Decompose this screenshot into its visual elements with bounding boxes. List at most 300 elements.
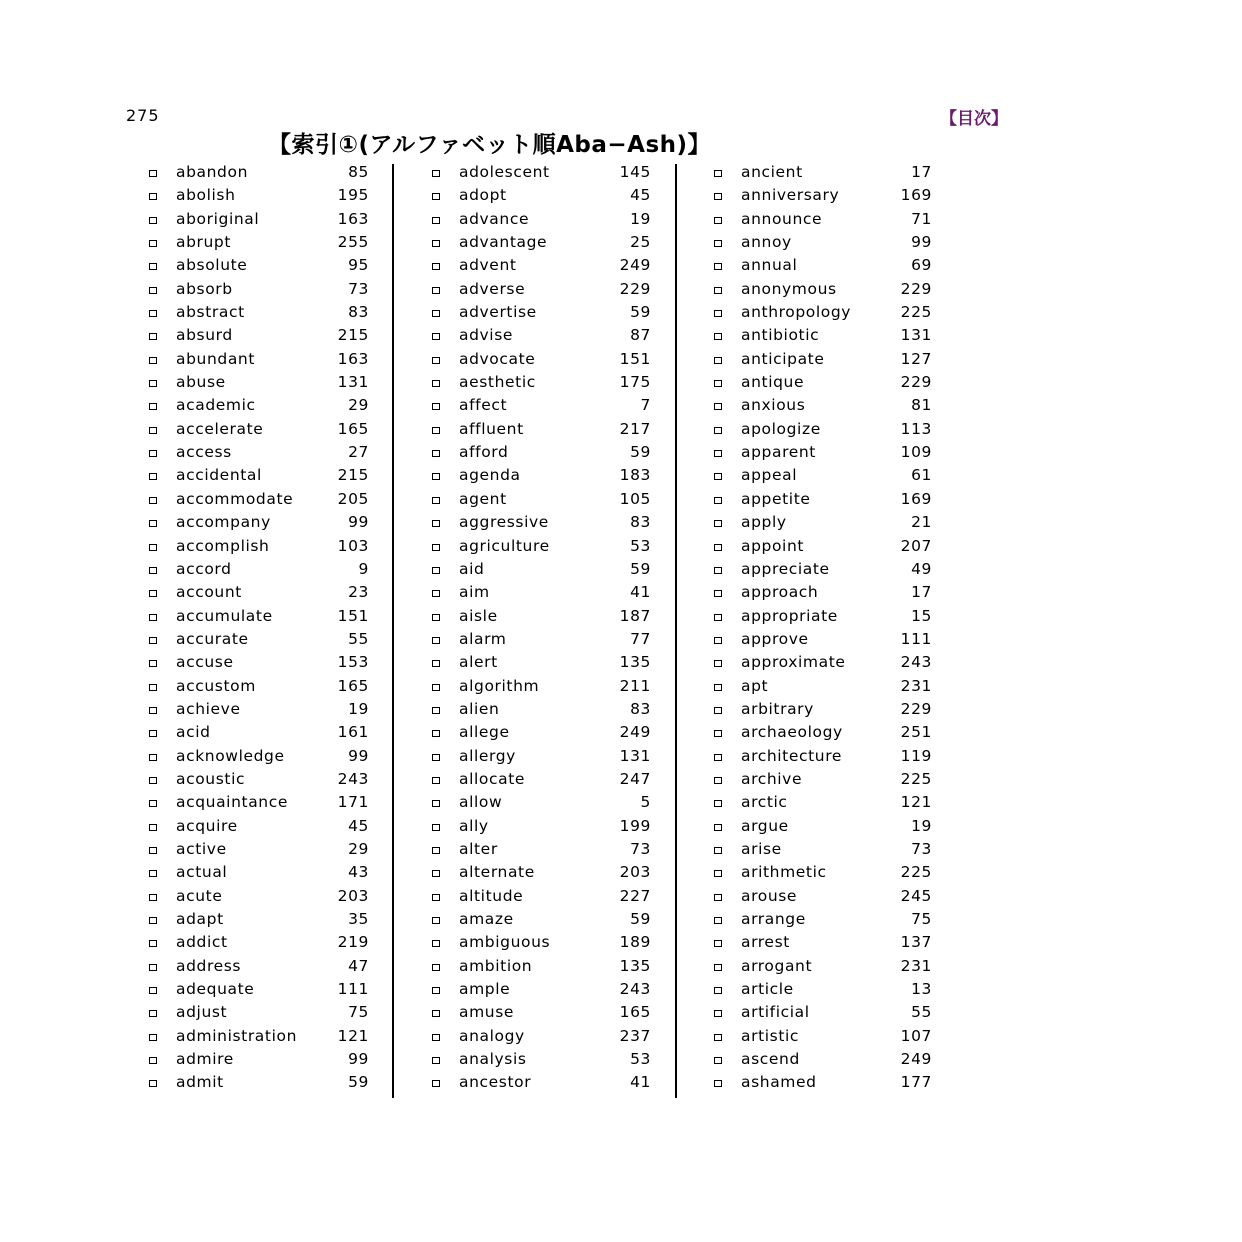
index-word: address: [176, 956, 242, 975]
checkbox-icon[interactable]: [714, 847, 722, 854]
checkbox-icon[interactable]: [149, 917, 157, 924]
index-column-3: [714, 161, 932, 1095]
checkbox-icon[interactable]: [149, 1010, 157, 1017]
checkbox-icon[interactable]: [149, 240, 157, 247]
index-page-number: 207: [900, 536, 932, 555]
index-entry: [432, 1048, 651, 1071]
checkbox-icon[interactable]: [149, 333, 157, 340]
checkbox-icon[interactable]: [149, 800, 157, 807]
checkbox-icon[interactable]: [149, 217, 157, 224]
index-page-number: 229: [619, 279, 651, 298]
index-page-number: 137: [900, 933, 932, 952]
index-page-number: 229: [900, 699, 932, 718]
index-word: annoy: [741, 233, 792, 252]
checkbox-icon[interactable]: [149, 544, 157, 551]
checkbox-icon[interactable]: [432, 847, 440, 854]
index-entry: [714, 254, 932, 277]
index-entry: [714, 161, 932, 184]
checkbox-icon[interactable]: [149, 263, 157, 270]
index-page-number: 59: [630, 910, 651, 928]
checkbox-icon[interactable]: [149, 590, 157, 597]
index-page-number: 151: [619, 349, 651, 368]
index-entry: [714, 184, 932, 207]
index-page-number: 121: [337, 1026, 369, 1045]
checkbox-icon[interactable]: [432, 917, 440, 924]
index-entry: [432, 628, 651, 651]
index-entry: [432, 885, 651, 908]
index-word: absurd: [176, 326, 233, 345]
index-page-number: 113: [900, 419, 932, 438]
index-page-number: 203: [619, 863, 651, 882]
checkbox-icon[interactable]: [432, 497, 440, 504]
checkbox-icon[interactable]: [432, 730, 440, 737]
checkbox-icon[interactable]: [149, 287, 157, 294]
checkbox-icon[interactable]: [432, 894, 440, 901]
index-word: accelerate: [176, 419, 264, 438]
index-word: affluent: [459, 419, 524, 438]
index-page-number: 45: [348, 816, 369, 835]
checkbox-icon[interactable]: [714, 287, 722, 294]
checkbox-icon[interactable]: [149, 614, 157, 621]
index-word: arrogant: [741, 956, 813, 975]
index-page-number: 215: [337, 326, 369, 345]
index-page-number: 109: [900, 443, 932, 462]
checkbox-icon[interactable]: [714, 917, 722, 924]
checkbox-icon[interactable]: [432, 357, 440, 364]
checkbox-icon[interactable]: [432, 1080, 440, 1087]
index-page-number: 55: [911, 1003, 932, 1022]
index-word: acquaintance: [176, 793, 288, 812]
index-word: apt: [741, 676, 769, 695]
checkbox-icon[interactable]: [432, 987, 440, 994]
index-entry: [432, 605, 651, 628]
index-page-number: 175: [619, 373, 651, 392]
index-page-number: 135: [619, 653, 651, 672]
index-page-number: 45: [630, 186, 651, 205]
checkbox-icon[interactable]: [714, 824, 722, 831]
index-page-number: 231: [900, 676, 932, 695]
index-word: ancient: [741, 163, 803, 181]
checkbox-icon[interactable]: [714, 754, 722, 761]
checkbox-icon[interactable]: [714, 310, 722, 317]
index-entry: [432, 488, 651, 511]
index-word: advertise: [459, 303, 537, 322]
checkbox-icon[interactable]: [432, 450, 440, 457]
index-entry: [714, 1001, 932, 1024]
index-page-number: 229: [900, 373, 932, 392]
index-entry: [714, 931, 932, 954]
index-entry: [149, 698, 369, 721]
index-entry: [149, 371, 369, 394]
index-word: apply: [741, 513, 787, 532]
checkbox-icon[interactable]: [714, 263, 722, 270]
index-page-number: 55: [348, 629, 369, 648]
checkbox-icon[interactable]: [432, 263, 440, 270]
checkbox-icon[interactable]: [714, 380, 722, 387]
checkbox-icon[interactable]: [149, 824, 157, 831]
index-page-number: 25: [630, 233, 651, 252]
checkbox-icon[interactable]: [432, 240, 440, 247]
index-page-number: 17: [911, 583, 932, 602]
index-word: adequate: [176, 980, 255, 999]
index-page-number: 161: [337, 723, 369, 742]
checkbox-icon[interactable]: [149, 1080, 157, 1087]
index-entry: [714, 861, 932, 884]
index-word: appeal: [741, 466, 798, 485]
index-entry: [714, 721, 932, 744]
index-page-number: 17: [911, 163, 932, 181]
index-word: abrupt: [176, 233, 232, 252]
index-word: arise: [741, 839, 782, 858]
index-page-number: 225: [900, 769, 932, 788]
checkbox-icon[interactable]: [432, 1010, 440, 1017]
checkbox-icon[interactable]: [432, 427, 440, 434]
index-entry: [714, 511, 932, 534]
checkbox-icon[interactable]: [714, 1010, 722, 1017]
index-entry: [432, 768, 651, 791]
index-entry: [432, 1025, 651, 1048]
index-word: alter: [459, 839, 498, 858]
checkbox-icon[interactable]: [714, 473, 722, 480]
index-page-number: 111: [337, 980, 369, 999]
index-word: admit: [176, 1073, 224, 1092]
index-entry: [432, 675, 651, 698]
checkbox-icon[interactable]: [149, 567, 157, 574]
checkbox-icon[interactable]: [149, 870, 157, 877]
index-word: alert: [459, 653, 498, 672]
checkbox-icon[interactable]: [714, 940, 722, 947]
index-page-number: 5: [640, 793, 651, 812]
checkbox-icon[interactable]: [714, 567, 722, 574]
checkbox-icon[interactable]: [432, 684, 440, 691]
index-word: apparent: [741, 443, 816, 462]
index-entry: [714, 278, 932, 301]
index-page-number: 237: [619, 1026, 651, 1045]
index-page-number: 41: [630, 1073, 651, 1092]
index-entry: [714, 581, 932, 604]
checkbox-icon[interactable]: [149, 450, 157, 457]
checkbox-icon[interactable]: [149, 193, 157, 200]
checkbox-icon[interactable]: [432, 707, 440, 714]
index-page-number: 69: [911, 256, 932, 275]
checkbox-icon[interactable]: [714, 894, 722, 901]
checkbox-icon[interactable]: [149, 684, 157, 691]
index-word: archive: [741, 769, 803, 788]
checkbox-icon[interactable]: [714, 660, 722, 667]
checkbox-icon[interactable]: [149, 1034, 157, 1041]
index-entry: [714, 371, 932, 394]
checkbox-icon[interactable]: [432, 614, 440, 621]
index-page-number: 21: [911, 513, 932, 532]
checkbox-icon[interactable]: [432, 1057, 440, 1064]
checkbox-icon[interactable]: [149, 310, 157, 317]
index-word: agriculture: [459, 536, 550, 555]
index-page-number: 15: [911, 606, 932, 625]
index-page-number: 73: [911, 839, 932, 858]
index-entry: [149, 1025, 369, 1048]
index-word: ally: [459, 816, 489, 835]
index-page-number: 59: [630, 559, 651, 578]
index-entry: [149, 908, 369, 931]
checkbox-icon[interactable]: [149, 403, 157, 410]
checkbox-icon[interactable]: [149, 847, 157, 854]
checkbox-icon[interactable]: [432, 660, 440, 667]
index-page-number: 203: [337, 886, 369, 905]
checkbox-icon[interactable]: [432, 637, 440, 644]
table-of-contents-link[interactable]: 【目次】: [940, 109, 1008, 129]
checkbox-icon[interactable]: [432, 544, 440, 551]
index-entry: [714, 791, 932, 814]
checkbox-icon[interactable]: [432, 1034, 440, 1041]
index-page-number: 73: [630, 839, 651, 858]
index-word: advise: [459, 326, 514, 345]
index-entry: [149, 581, 369, 604]
index-page-number: 151: [337, 606, 369, 625]
index-entry: [149, 278, 369, 301]
checkbox-icon[interactable]: [432, 777, 440, 784]
checkbox-icon[interactable]: [714, 870, 722, 877]
checkbox-icon[interactable]: [714, 590, 722, 597]
index-word: allege: [459, 723, 510, 742]
checkbox-icon[interactable]: [432, 940, 440, 947]
checkbox-icon[interactable]: [149, 637, 157, 644]
index-word: access: [176, 443, 232, 462]
checkbox-icon[interactable]: [432, 520, 440, 527]
index-word: accord: [176, 559, 232, 578]
index-entry: [149, 745, 369, 768]
index-page-number: 145: [619, 163, 651, 181]
checkbox-icon[interactable]: [149, 987, 157, 994]
index-word: appetite: [741, 489, 811, 508]
checkbox-icon[interactable]: [714, 637, 722, 644]
checkbox-icon[interactable]: [149, 1057, 157, 1064]
checkbox-icon[interactable]: [149, 170, 157, 177]
checkbox-icon[interactable]: [432, 403, 440, 410]
index-page-number: 131: [900, 326, 932, 345]
checkbox-icon[interactable]: [714, 450, 722, 457]
index-page-number: 99: [348, 1050, 369, 1069]
checkbox-icon[interactable]: [149, 473, 157, 480]
index-entry: [432, 698, 651, 721]
index-page-number: 163: [337, 349, 369, 368]
checkbox-icon[interactable]: [149, 894, 157, 901]
index-word: article: [741, 980, 794, 999]
index-entry: [432, 861, 651, 884]
checkbox-icon[interactable]: [714, 240, 722, 247]
checkbox-icon[interactable]: [149, 497, 157, 504]
index-page-number: 219: [337, 933, 369, 952]
index-page-number: 205: [337, 489, 369, 508]
checkbox-icon[interactable]: [149, 777, 157, 784]
index-word: accurate: [176, 629, 249, 648]
index-word: advocate: [459, 349, 536, 368]
checkbox-icon[interactable]: [149, 940, 157, 947]
index-word: acid: [176, 723, 211, 742]
index-entry: [714, 535, 932, 558]
checkbox-icon[interactable]: [714, 193, 722, 200]
index-word: active: [176, 839, 227, 858]
checkbox-icon[interactable]: [432, 170, 440, 177]
checkbox-icon[interactable]: [432, 287, 440, 294]
checkbox-icon[interactable]: [432, 754, 440, 761]
checkbox-icon[interactable]: [714, 964, 722, 971]
index-word: approximate: [741, 653, 846, 672]
index-page-number: 75: [348, 1003, 369, 1022]
index-page-number: 41: [630, 583, 651, 602]
checkbox-icon[interactable]: [714, 217, 722, 224]
checkbox-icon[interactable]: [714, 684, 722, 691]
checkbox-icon[interactable]: [714, 520, 722, 527]
checkbox-icon[interactable]: [149, 730, 157, 737]
checkbox-icon[interactable]: [714, 544, 722, 551]
checkbox-icon[interactable]: [432, 310, 440, 317]
index-entry: [714, 348, 932, 371]
index-word: agenda: [459, 466, 521, 485]
index-word: artistic: [741, 1026, 800, 1045]
index-word: accuse: [176, 653, 234, 672]
index-entry: [432, 371, 651, 394]
index-entry: [149, 161, 369, 184]
index-page-number: 229: [900, 279, 932, 298]
checkbox-icon[interactable]: [432, 964, 440, 971]
index-column-1: [149, 161, 369, 1095]
index-word: appreciate: [741, 559, 830, 578]
index-word: arctic: [741, 793, 788, 812]
checkbox-icon[interactable]: [714, 1034, 722, 1041]
index-entry: [432, 815, 651, 838]
checkbox-icon[interactable]: [149, 357, 157, 364]
index-word: allocate: [459, 769, 526, 788]
index-entry: [149, 535, 369, 558]
index-page-number: 195: [337, 186, 369, 205]
checkbox-icon[interactable]: [714, 1057, 722, 1064]
index-entry: [714, 324, 932, 347]
index-page-number: 211: [619, 676, 651, 695]
checkbox-icon[interactable]: [714, 777, 722, 784]
index-page-number: 121: [900, 793, 932, 812]
index-entry: [714, 651, 932, 674]
index-entry: [714, 418, 932, 441]
index-page-number: 243: [619, 980, 651, 999]
index-entry: [714, 488, 932, 511]
checkbox-icon[interactable]: [714, 1080, 722, 1087]
checkbox-icon[interactable]: [149, 427, 157, 434]
index-word: aggressive: [459, 513, 549, 532]
index-word: accumulate: [176, 606, 273, 625]
checkbox-icon[interactable]: [149, 380, 157, 387]
index-page-number: 35: [348, 910, 369, 928]
index-entry: [432, 1071, 651, 1094]
index-page-number: 43: [348, 863, 369, 882]
index-page-number: 85: [348, 163, 369, 181]
index-entry: [432, 231, 651, 254]
index-word: advance: [459, 209, 530, 228]
index-entry: [714, 464, 932, 487]
index-word: arbitrary: [741, 699, 814, 718]
index-entry: [149, 675, 369, 698]
index-entry: [714, 231, 932, 254]
index-page-number: 105: [619, 489, 651, 508]
checkbox-icon[interactable]: [714, 707, 722, 714]
index-page-number: 29: [348, 396, 369, 415]
index-word: altitude: [459, 886, 524, 905]
checkbox-icon[interactable]: [149, 754, 157, 761]
index-word: advent: [459, 256, 517, 275]
checkbox-icon[interactable]: [432, 567, 440, 574]
index-word: analogy: [459, 1026, 525, 1045]
column-divider: [392, 164, 394, 1098]
index-word: admire: [176, 1050, 234, 1069]
index-word: alarm: [459, 629, 507, 648]
index-entry: [432, 721, 651, 744]
checkbox-icon[interactable]: [149, 520, 157, 527]
index-page-number: 225: [900, 303, 932, 322]
index-entry: [149, 184, 369, 207]
index-page-number: 81: [911, 396, 932, 415]
index-word: abolish: [176, 186, 236, 205]
index-entry: [432, 838, 651, 861]
index-column-2: [432, 161, 651, 1095]
index-word: absorb: [176, 279, 233, 298]
checkbox-icon[interactable]: [714, 403, 722, 410]
checkbox-icon[interactable]: [714, 427, 722, 434]
checkbox-icon[interactable]: [432, 800, 440, 807]
index-word: argue: [741, 816, 789, 835]
checkbox-icon[interactable]: [432, 824, 440, 831]
index-entry: [149, 394, 369, 417]
checkbox-icon[interactable]: [149, 964, 157, 971]
index-page-number: 111: [900, 629, 932, 648]
checkbox-icon[interactable]: [714, 614, 722, 621]
index-entry: [149, 301, 369, 324]
checkbox-icon[interactable]: [149, 707, 157, 714]
index-entry: [714, 768, 932, 791]
checkbox-icon[interactable]: [714, 357, 722, 364]
checkbox-icon[interactable]: [432, 870, 440, 877]
checkbox-icon[interactable]: [432, 380, 440, 387]
checkbox-icon[interactable]: [714, 730, 722, 737]
checkbox-icon[interactable]: [432, 193, 440, 200]
index-page-number: 75: [911, 910, 932, 928]
checkbox-icon[interactable]: [714, 800, 722, 807]
checkbox-icon[interactable]: [714, 987, 722, 994]
checkbox-icon[interactable]: [714, 333, 722, 340]
index-entry: [432, 651, 651, 674]
index-page-number: 225: [900, 863, 932, 882]
index-word: affect: [459, 396, 508, 415]
page-title: 【索引①(アルファベット順Aba−Ash)】: [268, 132, 712, 158]
index-word: ambition: [459, 956, 533, 975]
checkbox-icon[interactable]: [714, 497, 722, 504]
index-word: appoint: [741, 536, 805, 555]
index-word: administration: [176, 1026, 297, 1045]
checkbox-icon[interactable]: [432, 473, 440, 480]
index-page-number: 171: [337, 793, 369, 812]
checkbox-icon[interactable]: [149, 660, 157, 667]
index-word: abstract: [176, 303, 245, 322]
checkbox-icon[interactable]: [432, 217, 440, 224]
checkbox-icon[interactable]: [714, 170, 722, 177]
index-page-number: 99: [348, 513, 369, 532]
index-word: anxious: [741, 396, 806, 415]
index-page-number: 131: [619, 746, 651, 765]
index-page-number: 107: [900, 1026, 932, 1045]
index-entry: [432, 558, 651, 581]
index-entry: [149, 861, 369, 884]
checkbox-icon[interactable]: [432, 333, 440, 340]
index-entry: [714, 208, 932, 231]
checkbox-icon[interactable]: [432, 590, 440, 597]
